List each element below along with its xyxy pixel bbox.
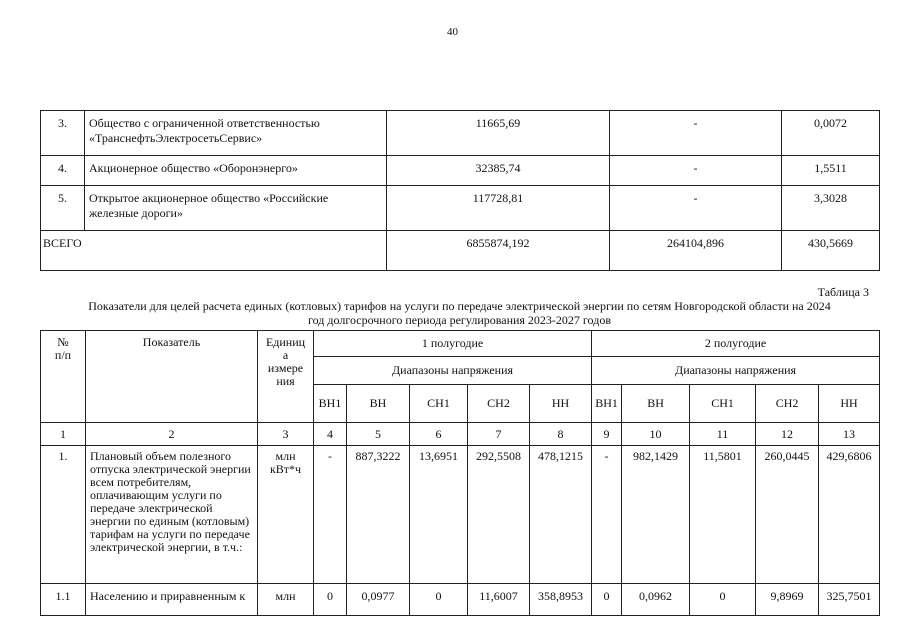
header-level: ВН1 [592, 385, 622, 423]
header-unit: Единиц а измере ния [258, 331, 314, 423]
indicator-name: Населению и приравненным к [86, 584, 258, 616]
column-number: 8 [530, 423, 592, 446]
page-number: 40 [447, 26, 458, 38]
row-number: 4. [41, 156, 85, 186]
header-number: № п/п [41, 331, 86, 423]
value-cell: 0,0977 [347, 584, 410, 616]
value-cell: - [610, 156, 782, 186]
value-cell: 3,3028 [782, 186, 880, 231]
column-number: 6 [410, 423, 468, 446]
header-level: СН1 [410, 385, 468, 423]
total-value: 264104,896 [610, 231, 782, 271]
header-level: СН2 [756, 385, 819, 423]
value-cell: 11,6007 [468, 584, 530, 616]
table-row [41, 156, 880, 186]
row-number: 5. [41, 186, 85, 231]
indicator-name: Плановый объем полезного отпуска электрической энергии всем потребителям, оплачивающим услуги по передаче электрической энергии по единым (котловым) тарифам на услуги по передаче электрической энергии, в т.ч.: [86, 446, 258, 584]
column-number: 10 [622, 423, 690, 446]
table-caption-label: Таблица 3 [817, 285, 869, 299]
organization-name: Общество с ограниченной ответственностью «ТранснефтьЭлектросетьСервис» [85, 111, 387, 156]
column-number: 3 [258, 423, 314, 446]
value-cell: 292,5508 [468, 446, 530, 584]
value-cell: 11665,69 [387, 111, 610, 156]
header-half-2: 2 полугодие [592, 331, 880, 357]
value-cell: 1,5511 [782, 156, 880, 186]
header-level: НН [819, 385, 880, 423]
column-number: 1 [41, 423, 86, 446]
header-level: СН1 [690, 385, 756, 423]
total-label: ВСЕГО [41, 231, 387, 271]
unit-cell: млн [258, 584, 314, 616]
column-number: 5 [347, 423, 410, 446]
unit-cell: млн кВт*ч [258, 446, 314, 584]
header-level: ВН1 [314, 385, 347, 423]
column-number: 11 [690, 423, 756, 446]
table-row [41, 446, 880, 584]
value-cell: 32385,74 [387, 156, 610, 186]
value-cell: 0 [690, 584, 756, 616]
value-cell: 982,1429 [622, 446, 690, 584]
value-cell: 0 [592, 584, 622, 616]
column-numbers-row [41, 423, 880, 446]
organization-name: Акционерное общество «Оборонэнерго» [85, 156, 387, 186]
value-cell: 11,5801 [690, 446, 756, 584]
value-cell: - [610, 186, 782, 231]
value-cell: - [610, 111, 782, 156]
table-row [41, 186, 880, 231]
main-table [40, 330, 880, 616]
value-cell: 429,6806 [819, 446, 880, 584]
value-cell: - [592, 446, 622, 584]
column-number: 7 [468, 423, 530, 446]
column-number: 13 [819, 423, 880, 446]
table-row [41, 111, 880, 156]
table-caption-title: Показатели для целей расчета единых (котловых) тарифов на услуги по передаче электрической энергии по сетям Новгородской области на 2024 год долгосрочного периода регулирования 2023-2027 годов [88, 299, 831, 327]
header-indicator: Показатель [86, 331, 258, 423]
header-voltage-ranges: Диапазоны напряжения [592, 357, 880, 385]
value-cell: 887,3222 [347, 446, 410, 584]
value-cell: 325,7501 [819, 584, 880, 616]
value-cell: 13,6951 [410, 446, 468, 584]
total-value: 430,5669 [782, 231, 880, 271]
value-cell: 0 [314, 584, 347, 616]
top-table [40, 110, 880, 271]
value-cell: 358,8953 [530, 584, 592, 616]
value-cell: 0 [410, 584, 468, 616]
header-level: ВН [622, 385, 690, 423]
value-cell: 117728,81 [387, 186, 610, 231]
column-number: 9 [592, 423, 622, 446]
header-level: НН [530, 385, 592, 423]
row-number: 3. [41, 111, 85, 156]
total-value: 6855874,192 [387, 231, 610, 271]
table-row [41, 584, 880, 616]
header-level: СН2 [468, 385, 530, 423]
column-number: 4 [314, 423, 347, 446]
header-level: ВН [347, 385, 410, 423]
row-number: 1. [41, 446, 86, 584]
value-cell: 9,8969 [756, 584, 819, 616]
value-cell: 260,0445 [756, 446, 819, 584]
value-cell: - [314, 446, 347, 584]
value-cell: 0,0962 [622, 584, 690, 616]
column-number: 12 [756, 423, 819, 446]
header-voltage-ranges: Диапазоны напряжения [314, 357, 592, 385]
value-cell: 478,1215 [530, 446, 592, 584]
organization-name: Открытое акционерное общество «Российские железные дороги» [85, 186, 387, 231]
row-number: 1.1 [41, 584, 86, 616]
header-half-1: 1 полугодие [314, 331, 592, 357]
total-row [41, 231, 880, 271]
column-number: 2 [86, 423, 258, 446]
value-cell: 0,0072 [782, 111, 880, 156]
